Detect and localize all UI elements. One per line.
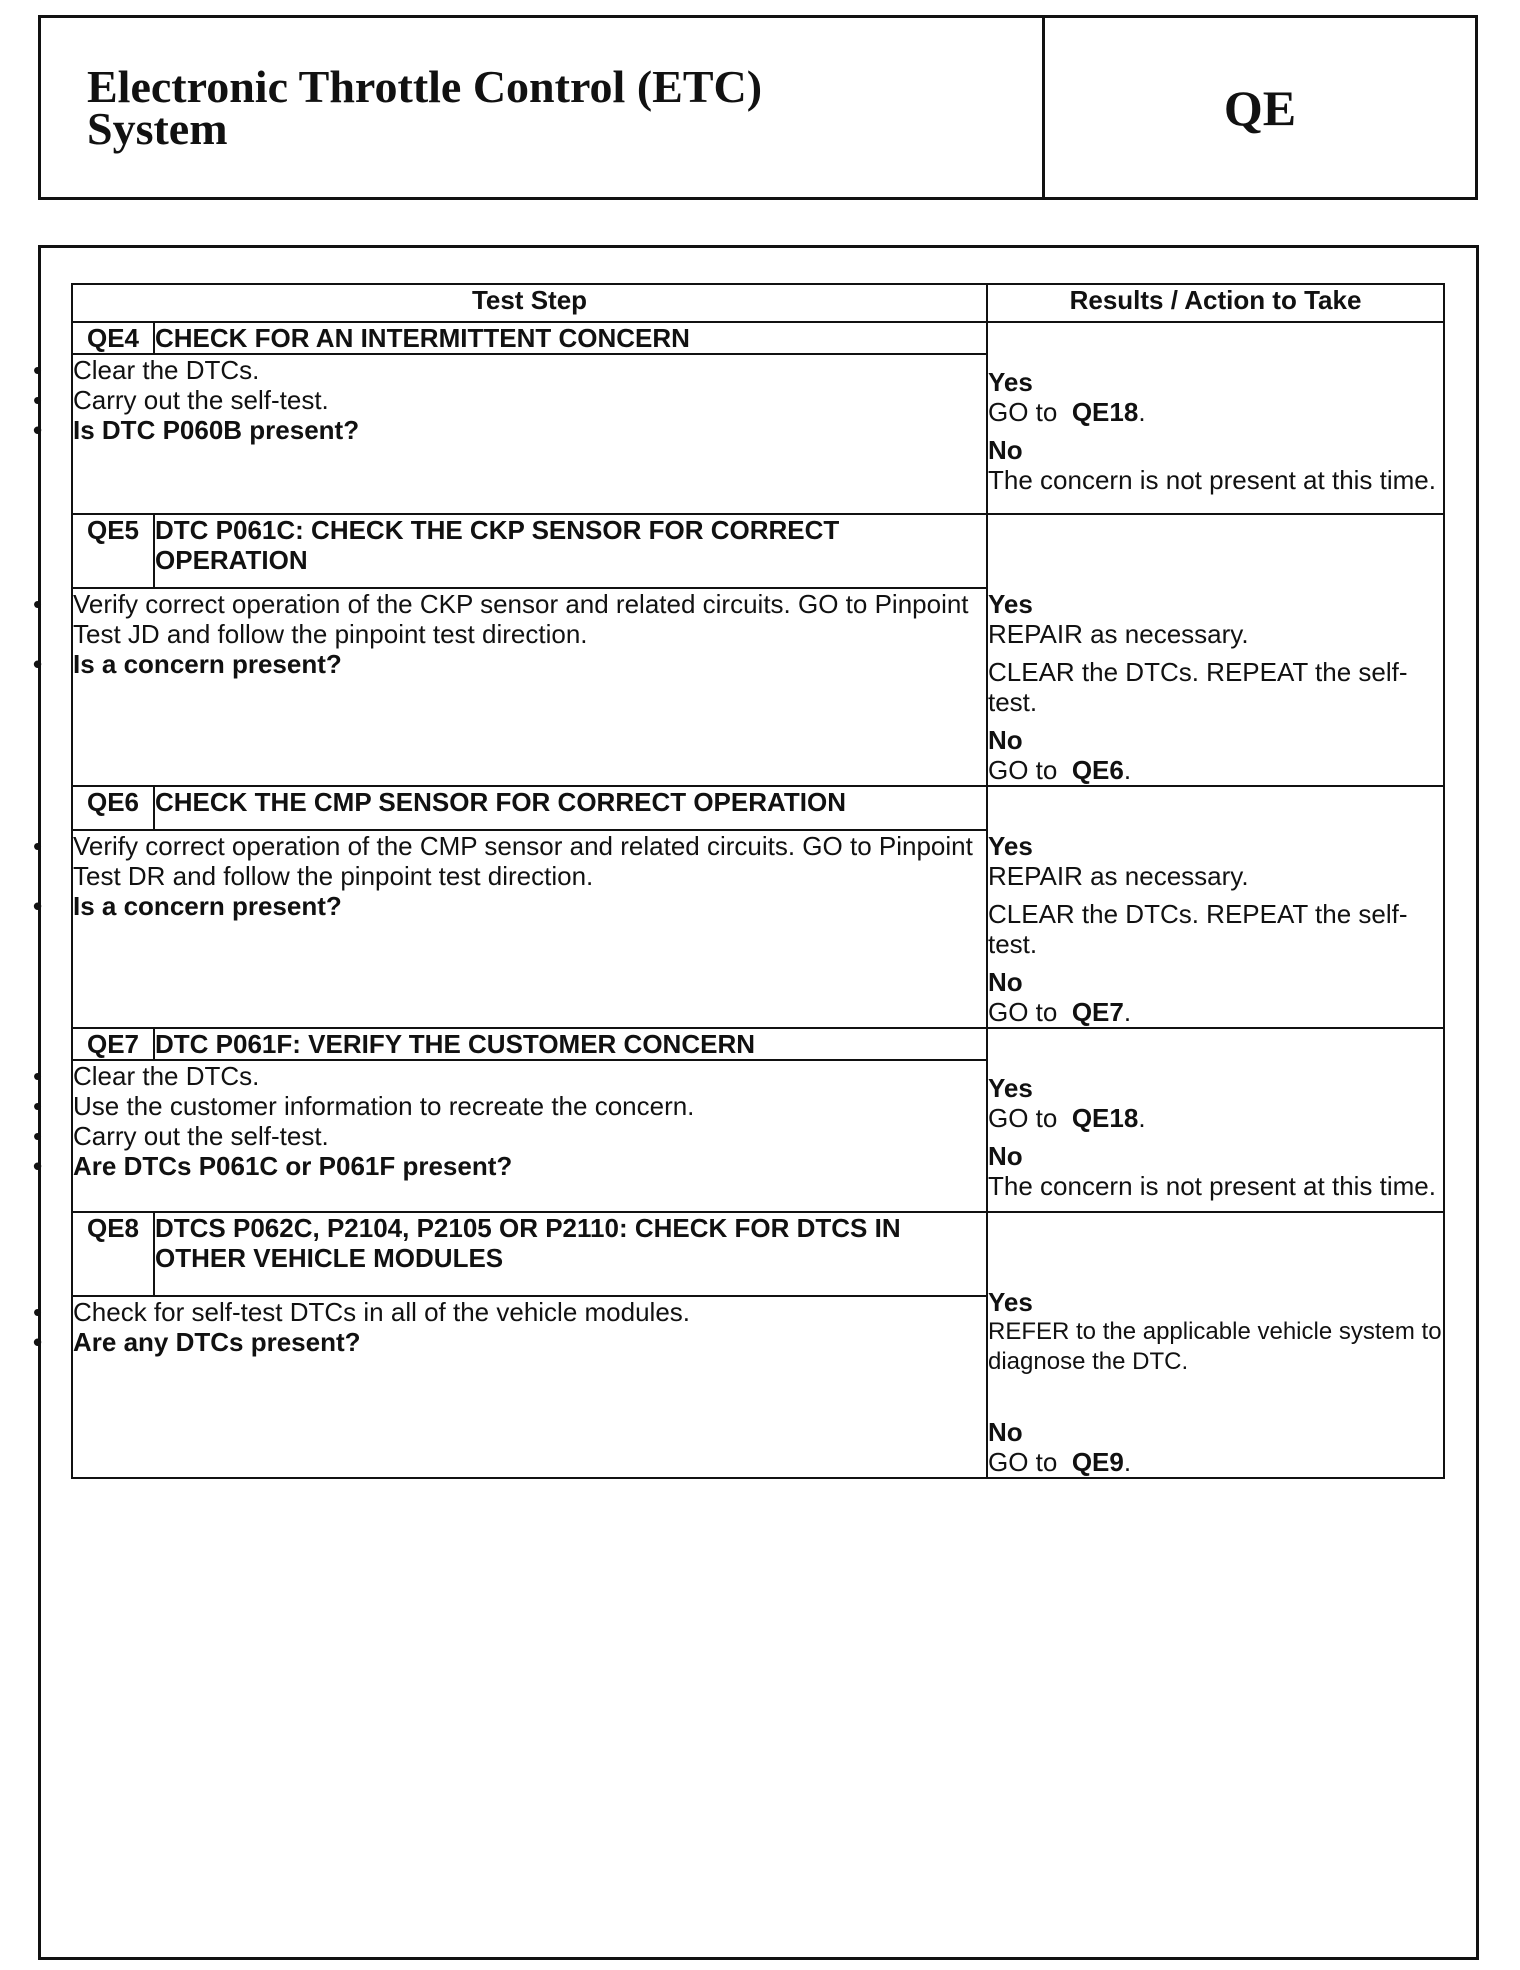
goto-step-link: QE6	[1071, 755, 1124, 785]
step-title: DTC P061C: CHECK THE CKP SENSOR FOR CORRECT OPERATION	[154, 514, 987, 588]
yes-label: Yes	[988, 1073, 1033, 1103]
step-code: QE5	[72, 514, 154, 588]
step-result	[987, 1212, 1444, 1478]
step-code: QE8	[72, 1212, 154, 1296]
no-label: No	[988, 1417, 1023, 1447]
step-code: QE4	[72, 322, 154, 354]
step-title: CHECK THE CMP SENSOR FOR CORRECT OPERATION	[154, 786, 987, 830]
instruction-item: • Carry out the self-test.	[73, 1121, 986, 1151]
goto-step-link: QE9	[1071, 1447, 1124, 1477]
document-title	[41, 18, 1045, 197]
instruction-item: • Check for self-test DTCs in all of the vehicle modules.	[73, 1297, 986, 1327]
step-result	[987, 1028, 1444, 1212]
instruction-item: • Clear the DTCs.	[73, 355, 986, 385]
no-action: GO to QE6.	[988, 755, 1132, 785]
instruction-item: • Carry out the self-test.	[73, 385, 986, 415]
goto-step-link: QE7	[1071, 997, 1124, 1027]
yes-label: Yes	[988, 831, 1033, 861]
no-action-text: GO to	[988, 1447, 1058, 1477]
no-action-text: GO to	[988, 997, 1058, 1027]
step-result	[987, 786, 1444, 1028]
step-title-row	[72, 1028, 1444, 1060]
step-result	[987, 322, 1444, 514]
step-question: • Is a concern present?	[73, 649, 986, 679]
no-action: The concern is not present at this time.	[988, 1171, 1436, 1201]
yes-action-text: GO to	[988, 1103, 1058, 1133]
no-action: GO to QE7.	[988, 997, 1132, 1027]
section-code: QE	[1223, 79, 1297, 136]
yes-action: GO to QE18.	[988, 1103, 1146, 1133]
yes-label: Yes	[988, 1287, 1033, 1317]
instruction-item: • Verify correct operation of the CMP sensor and related circuits. GO to Pinpoint Test DR and follow the pinpoint test direction.	[73, 831, 986, 891]
table-header-row	[72, 284, 1444, 322]
column-header-results: Results / Action to Take	[987, 284, 1444, 322]
step-instructions	[72, 1060, 987, 1212]
instruction-item: • Clear the DTCs.	[73, 1061, 986, 1091]
step-title-row	[72, 786, 1444, 830]
step-question: • Are any DTCs present?	[73, 1327, 986, 1357]
no-action: GO to QE9.	[988, 1447, 1132, 1477]
goto-step-link: QE18	[1071, 397, 1139, 427]
step-title: CHECK FOR AN INTERMITTENT CONCERN	[154, 322, 987, 354]
step-question: • Is a concern present?	[73, 891, 986, 921]
step-code: QE6	[72, 786, 154, 830]
step-result	[987, 514, 1444, 786]
step-title: DTCS P062C, P2104, P2105 OR P2110: CHECK FOR DTCS IN OTHER VEHICLE MODULES	[154, 1212, 987, 1296]
title-line-2: System	[87, 103, 228, 154]
no-label: No	[988, 1141, 1023, 1171]
page-header	[38, 15, 1478, 200]
yes-action-2: CLEAR the DTCs. REPEAT the self-test.	[988, 657, 1408, 717]
yes-action-text: GO to	[988, 397, 1058, 427]
column-header-test-step: Test Step	[72, 284, 987, 322]
yes-action: REPAIR as necessary.	[988, 619, 1249, 649]
yes-action-2: CLEAR the DTCs. REPEAT the self-test.	[988, 899, 1408, 959]
yes-label: Yes	[988, 589, 1033, 619]
step-title: DTC P061F: VERIFY THE CUSTOMER CONCERN	[154, 1028, 987, 1060]
step-instructions	[72, 830, 987, 1028]
title-line-1: Electronic Throttle Control (ETC)	[87, 61, 763, 112]
yes-action: GO to QE18.	[988, 397, 1146, 427]
yes-action: REFER to the applicable vehicle system to diagnose the DTC.	[988, 1318, 1442, 1375]
step-instructions	[72, 588, 987, 786]
step-title-row	[72, 322, 1444, 354]
instruction-item: • Use the customer information to recreate the concern.	[73, 1091, 986, 1121]
test-step-table	[71, 283, 1445, 1479]
instruction-item: • Verify correct operation of the CKP sensor and related circuits. GO to Pinpoint Test JD and follow the pinpoint test direction.	[73, 589, 986, 649]
no-label: No	[988, 435, 1023, 465]
no-action-text: GO to	[988, 755, 1058, 785]
yes-label: Yes	[988, 367, 1033, 397]
content-frame	[38, 245, 1479, 1960]
goto-step-link: QE18	[1071, 1103, 1139, 1133]
step-instructions	[72, 354, 987, 514]
step-code: QE7	[72, 1028, 154, 1060]
step-title-row	[72, 514, 1444, 588]
step-question: • Are DTCs P061C or P061F present?	[73, 1151, 986, 1181]
yes-action: REPAIR as necessary.	[988, 861, 1249, 891]
no-action: The concern is not present at this time.	[988, 465, 1436, 495]
step-instructions	[72, 1296, 987, 1478]
no-label: No	[988, 725, 1023, 755]
step-title-row	[72, 1212, 1444, 1296]
no-label: No	[988, 967, 1023, 997]
step-question: • Is DTC P060B present?	[73, 415, 986, 445]
